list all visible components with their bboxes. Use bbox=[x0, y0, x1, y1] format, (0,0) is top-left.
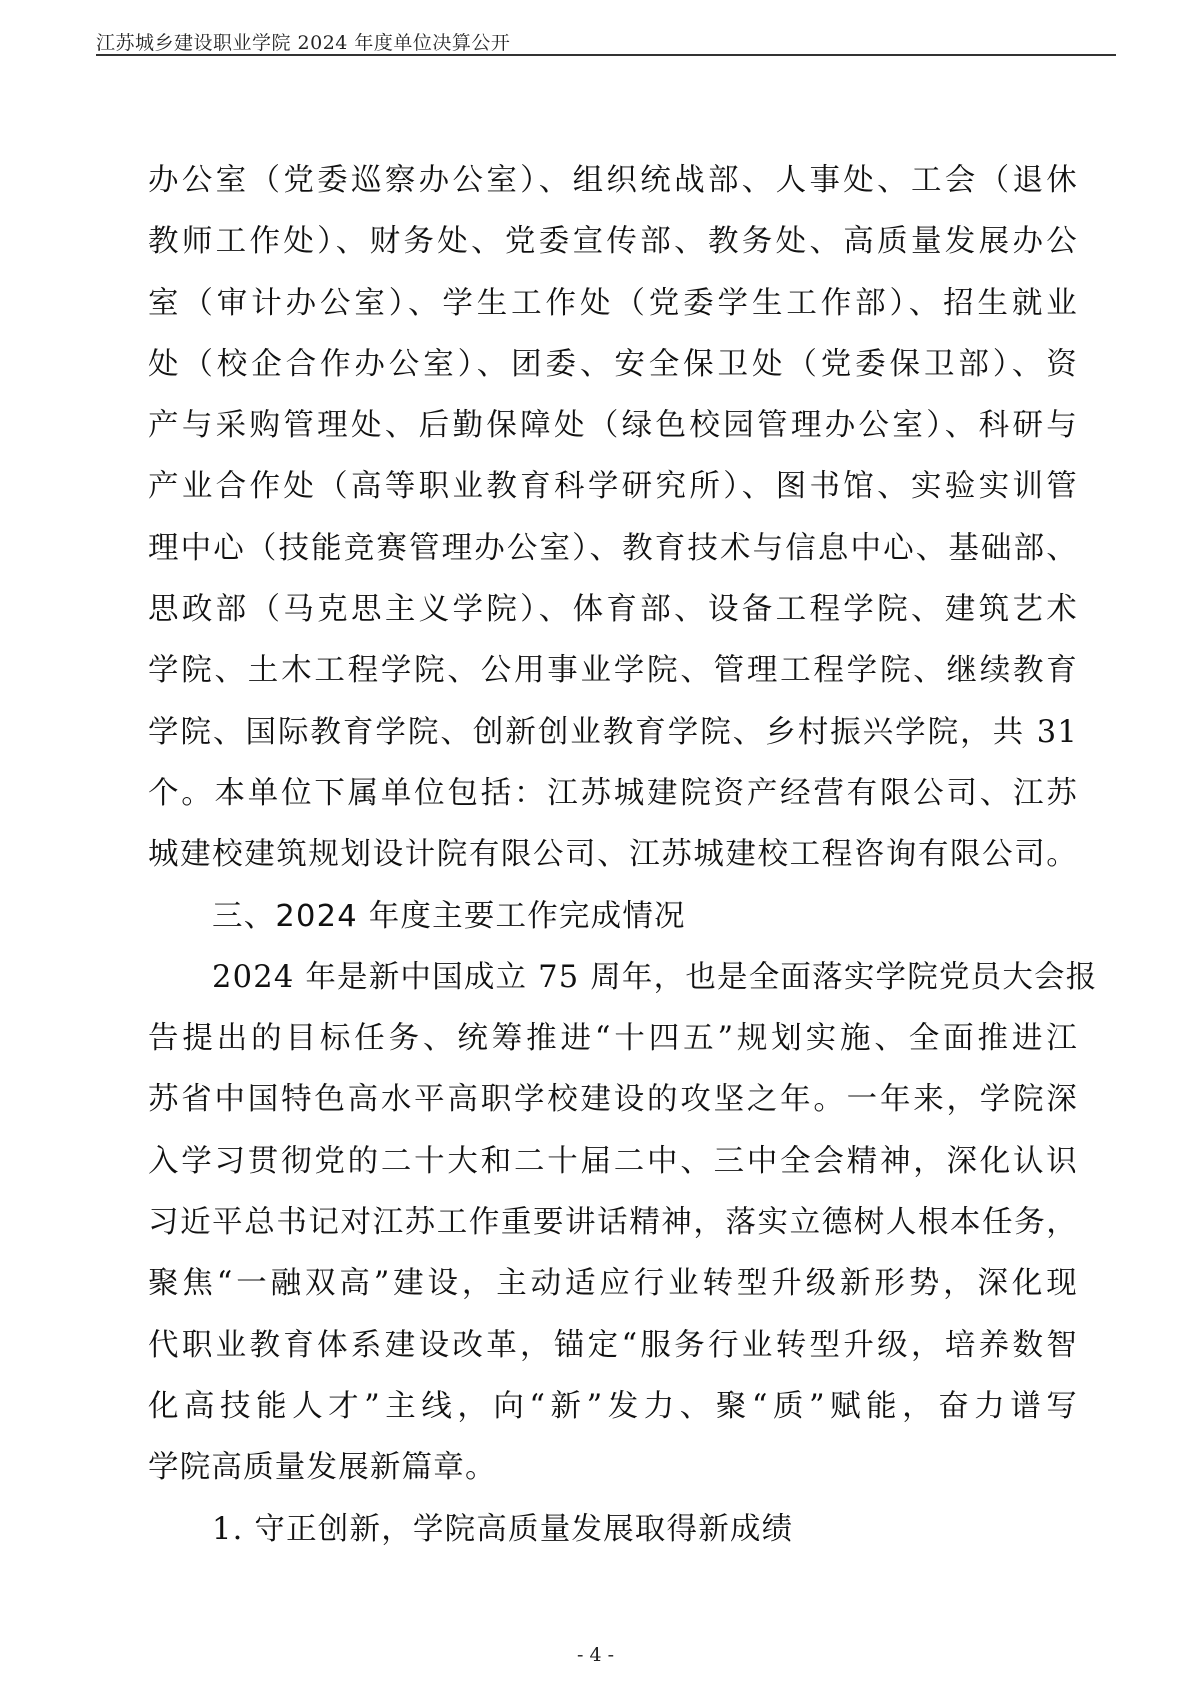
text-line: 室（审计办公室）、学生工作处（党委学生工作部）、招生就业 bbox=[148, 285, 1078, 321]
text-line: 思政部（马克思主义学院）、体育部、设备工程学院、建筑艺术 bbox=[148, 592, 1078, 628]
text-line: 习近平总书记对江苏工作重要讲话精神，落实立德树人根本任务， bbox=[148, 1205, 1078, 1241]
document-header: 江苏城乡建设职业学院 2024 年度单位决算公开 bbox=[96, 32, 511, 54]
text-line: 产业合作处（高等职业教育科学研究所）、图书馆、实验实训管 bbox=[148, 469, 1078, 505]
text-line: 学院、土木工程学院、公用事业学院、管理工程学院、继续教育 bbox=[148, 653, 1078, 689]
text-line: 学院高质量发展新篇章。 bbox=[148, 1450, 497, 1486]
page-body bbox=[148, 150, 1098, 1560]
text-line: 聚焦“一融双高”建设，主动适应行业转型升级新形势，深化现 bbox=[148, 1266, 1078, 1302]
text-line: 个。本单位下属单位包括：江苏城建院资产经营有限公司、江苏 bbox=[148, 775, 1078, 811]
text-line: 2024 年是新中国成立 75 周年，也是全面落实学院党员大会报 bbox=[212, 959, 1098, 995]
text-line: 苏省中国特色高水平高职学校建设的攻坚之年。一年来，学院深 bbox=[148, 1082, 1078, 1118]
text-line: 教师工作处）、财务处、党委宣传部、教务处、高质量发展办公 bbox=[148, 224, 1078, 260]
page-number: - 4 - bbox=[576, 1644, 614, 1666]
section-heading: 三、2024 年度主要工作完成情况 bbox=[212, 898, 686, 934]
text-line: 入学习贯彻党的二十大和二十届二中、三中全会精神，深化认识 bbox=[148, 1143, 1078, 1179]
paragraph-summary bbox=[148, 947, 1098, 1499]
text-line: 学院、国际教育学院、创新创业教育学院、乡村振兴学院，共 31 bbox=[148, 714, 1078, 750]
subsection-heading: 1. 守正创新，学院高质量发展取得新成绩 bbox=[212, 1511, 794, 1547]
text-line: 产与采购管理处、后勤保障处（绿色校园管理办公室）、科研与 bbox=[148, 408, 1078, 444]
text-line: 化高技能人才”主线，向“新”发力、聚“质”赋能，奋力谱写 bbox=[148, 1388, 1078, 1424]
header-rule bbox=[96, 54, 1116, 56]
text-line: 代职业教育体系建设改革，锚定“服务行业转型升级，培养数智 bbox=[148, 1327, 1078, 1363]
text-line: 理中心（技能竞赛管理办公室）、教育技术与信息中心、基础部、 bbox=[148, 530, 1078, 566]
paragraph-departments bbox=[148, 150, 1078, 886]
text-line: 告提出的目标任务、统筹推进“十四五”规划实施、全面推进江 bbox=[148, 1021, 1078, 1057]
text-line: 处（校企合作办公室）、团委、安全保卫处（党委保卫部）、资 bbox=[148, 346, 1078, 382]
text-line: 办公室（党委巡察办公室）、组织统战部、人事处、工会（退休 bbox=[148, 163, 1078, 198]
text-line: 城建校建筑规划设计院有限公司、江苏城建校工程咨询有限公司。 bbox=[148, 837, 1078, 873]
